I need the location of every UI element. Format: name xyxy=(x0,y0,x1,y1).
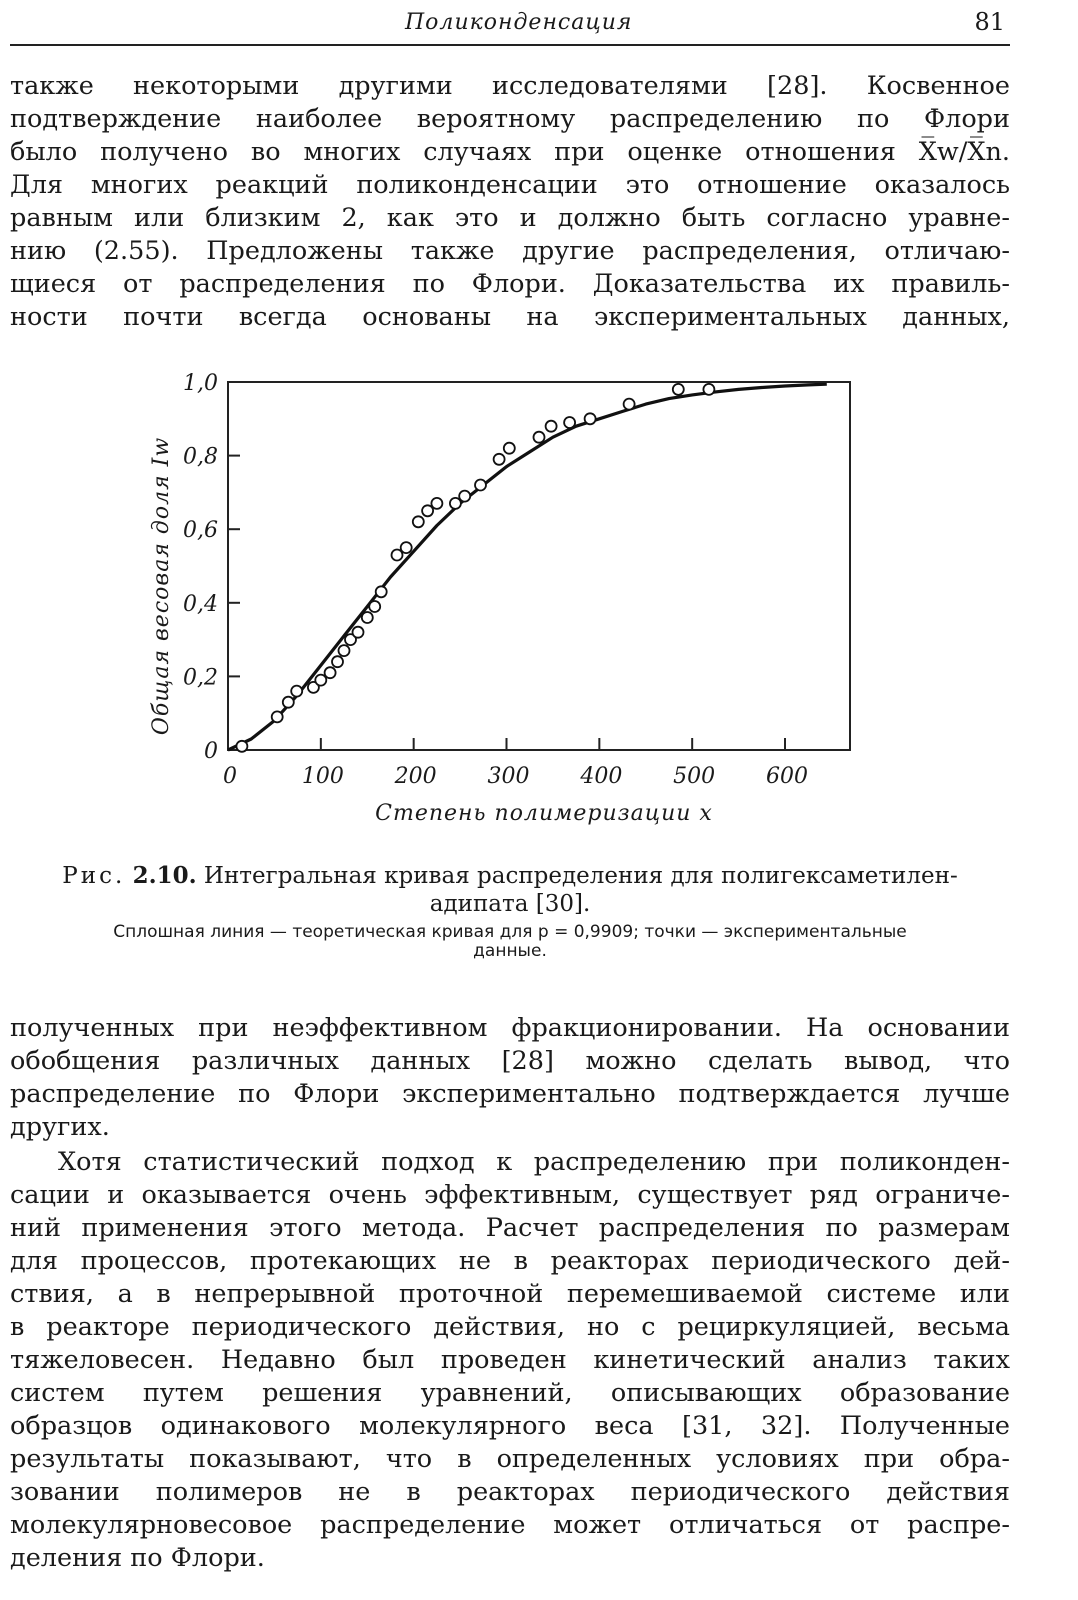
points-layer xyxy=(236,384,714,752)
text-line: зовании полимеров не в реакторах периодического действия xyxy=(10,1477,1010,1507)
text-line: было получено во многих случаях при оценке отношения X̅w/X̅n. xyxy=(10,137,1010,167)
data-point xyxy=(494,454,505,465)
text-line: молекулярновесовое распределение может отличаться от распре- xyxy=(10,1510,1010,1540)
x-tick-label: 0 xyxy=(223,764,237,789)
data-point xyxy=(369,601,380,612)
text-line: деления по Флори. xyxy=(10,1543,265,1573)
data-point xyxy=(564,417,575,428)
data-point xyxy=(450,498,461,509)
data-point xyxy=(624,399,635,410)
data-point xyxy=(703,384,714,395)
running-title: Поликонденсация xyxy=(405,10,633,35)
figure-caption-note xyxy=(10,923,1010,961)
x-tick-label: 300 xyxy=(487,764,530,789)
data-point xyxy=(339,645,350,656)
x-tick-label: 500 xyxy=(673,764,716,789)
data-point xyxy=(475,480,486,491)
y-tick-label: 0,4 xyxy=(183,591,218,617)
y-tick-label: 0,6 xyxy=(183,518,218,544)
text-line: систем путем решения уравнений, описывающих образование xyxy=(10,1378,1010,1408)
text-line: равным или близким 2, как это и должно быть согласно уравне- xyxy=(10,203,1010,233)
data-point xyxy=(431,498,442,509)
x-tick-label: 400 xyxy=(580,764,623,789)
data-point xyxy=(353,627,364,638)
data-point xyxy=(376,586,387,597)
text-line: полученных при неэффективном фракционировании. На основании xyxy=(10,1013,1010,1043)
y-tick-label: 0,8 xyxy=(183,444,218,470)
data-point xyxy=(413,516,424,527)
text-line: ствия, а в непрерывной проточной перемешиваемой системе или xyxy=(10,1279,1010,1309)
x-tick-label: 600 xyxy=(766,764,809,789)
distribution-chart xyxy=(0,370,1078,830)
text-line: подтверждение наиболее вероятному распределению по Флори xyxy=(10,104,1010,134)
y-tick-label: 0 xyxy=(204,739,218,764)
labels-layer xyxy=(149,371,808,826)
data-point xyxy=(422,505,433,516)
text-line: ний применения этого метода. Расчет распределения по размерам xyxy=(10,1213,1010,1243)
data-point xyxy=(325,667,336,678)
data-point xyxy=(504,443,515,454)
data-point xyxy=(236,741,247,752)
caption-number: 2.10. xyxy=(132,862,197,889)
curve-layer xyxy=(228,384,827,750)
text-line: нию (2.55). Предложены также другие распределения, отличаю- xyxy=(10,236,1010,266)
figure-2-10 xyxy=(0,370,1078,830)
page-number: 81 xyxy=(974,8,1005,36)
text-line: ности почти всегда основаны на экспериментальных данных, xyxy=(10,302,1010,332)
text-line: Хотя статистический подход к распределению при поликонден- xyxy=(58,1147,1010,1177)
data-point xyxy=(673,384,684,395)
data-point xyxy=(585,413,596,424)
data-point xyxy=(401,542,412,553)
text-line: результаты показывают, что в определенных условиях при обра- xyxy=(10,1444,1010,1474)
running-header xyxy=(10,6,1010,46)
caption-text-2: адипата [30]. xyxy=(429,891,591,917)
text-line: в реакторе периодического действия, но с рециркуляцией, весьма xyxy=(10,1312,1010,1342)
caption-note-1: Сплошная линия — теоретическая кривая для p = 0,9909; точки — экспериментальные xyxy=(113,922,907,942)
data-point xyxy=(392,550,403,561)
text-line: распределение по Флори экспериментально подтверждается лучше xyxy=(10,1079,1010,1109)
data-point xyxy=(534,432,545,443)
text-line: сации и оказывается очень эффективным, существует ряд ограниче- xyxy=(10,1180,1010,1210)
text-line: щиеся от распределения по Флори. Доказательства их правиль- xyxy=(10,269,1010,299)
x-axis-label: Степень полимеризации x xyxy=(375,801,713,826)
data-point xyxy=(362,612,373,623)
y-tick-label: 0,2 xyxy=(183,665,218,691)
paragraph-3 xyxy=(10,1146,1010,1575)
text-line: других. xyxy=(10,1112,110,1142)
paragraph-1 xyxy=(10,70,1010,334)
data-point xyxy=(291,686,302,697)
text-line: для процессов, протекающих не в реакторах периодического дей- xyxy=(10,1246,1010,1276)
data-point xyxy=(459,491,470,502)
data-point xyxy=(546,421,557,432)
text-line: образцов одинакового молекулярного веса [31, 32]. Полученные xyxy=(10,1411,1010,1441)
data-point xyxy=(272,711,283,722)
y-axis-label: Общая весовая доля Iw xyxy=(149,436,174,736)
data-point xyxy=(332,656,343,667)
data-point xyxy=(315,675,326,686)
text-line: обобщения различных данных [28] можно сделать вывод, что xyxy=(10,1046,1010,1076)
caption-text-1: Интегральная кривая распределения для полигексаметилен- xyxy=(203,863,958,889)
text-line: также некоторыми другими исследователями [28]. Косвенное xyxy=(10,71,1010,101)
text-line: тяжеловесен. Недавно был проведен кинетический анализ таких xyxy=(10,1345,1010,1375)
data-point xyxy=(283,697,294,708)
caption-note-2: данные. xyxy=(473,941,547,961)
paragraph-2 xyxy=(10,1012,1010,1144)
figure-caption xyxy=(10,862,1010,918)
caption-label: Рис. xyxy=(62,863,126,889)
text-line: Для многих реакций поликонденсации это отношение оказалось xyxy=(10,170,1010,200)
x-tick-label: 200 xyxy=(394,764,437,789)
y-tick-label: 1,0 xyxy=(183,371,218,396)
x-tick-label: 100 xyxy=(301,764,344,789)
theoretical-curve xyxy=(228,384,827,750)
